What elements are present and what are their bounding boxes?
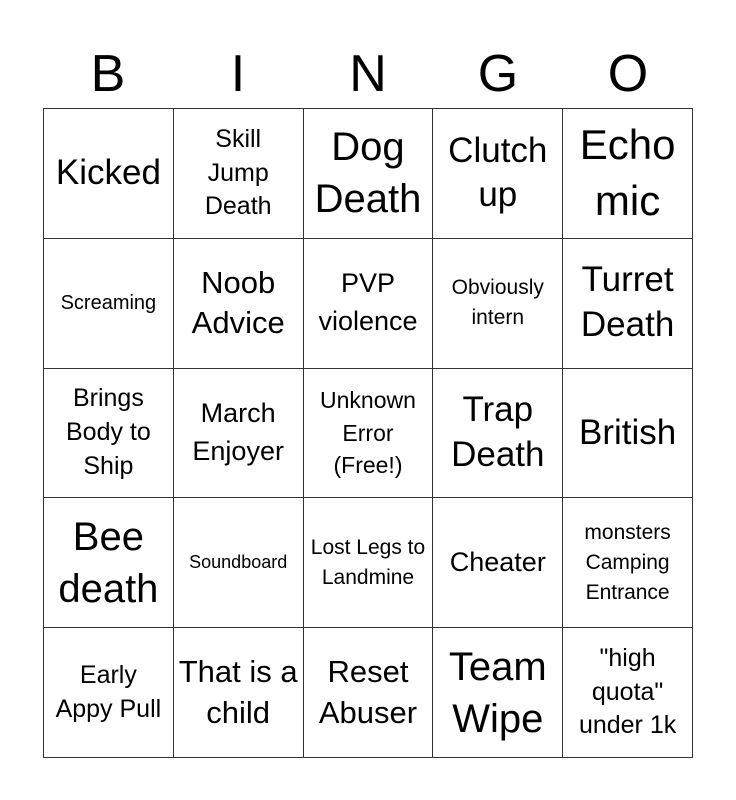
cell-label: Bee death <box>58 514 159 611</box>
cell-label: Team Wipe <box>448 644 547 741</box>
cell-label: Brings Body to Ship <box>66 384 151 480</box>
cell-label: Soundboard <box>189 552 288 573</box>
cell-label: Lost Legs to Landmine <box>310 535 426 589</box>
cell-label: British <box>578 412 677 452</box>
bingo-cell[interactable] <box>44 628 174 758</box>
bingo-cell[interactable] <box>174 628 304 758</box>
header-letter-n: N <box>349 45 387 103</box>
cell-label: Early Appy Pull <box>55 660 162 723</box>
cell-label: Clutch up <box>448 130 548 215</box>
cell-label: Screaming <box>60 291 157 314</box>
bingo-cell[interactable] <box>44 498 174 628</box>
bingo-cell[interactable] <box>563 628 693 758</box>
cell-label: Unknown Error (Free!) <box>320 387 416 479</box>
cell-label: Skill Jump Death <box>204 124 272 221</box>
bingo-cell[interactable] <box>304 369 434 499</box>
bingo-cell[interactable] <box>304 628 434 758</box>
cell-label: "high quota" under 1k <box>578 643 677 740</box>
bingo-cell[interactable] <box>174 109 304 239</box>
header-letter-o: O <box>607 45 649 103</box>
bingo-cell[interactable] <box>174 239 304 369</box>
bingo-cell[interactable] <box>174 498 304 628</box>
bingo-cell[interactable] <box>433 369 563 499</box>
header-letter-g: G <box>477 45 519 103</box>
bingo-cell[interactable] <box>433 498 563 628</box>
cell-label: Echo mic <box>579 120 676 225</box>
bingo-cell[interactable] <box>304 239 434 369</box>
bingo-cell[interactable] <box>433 628 563 758</box>
cell-label: Turret Death <box>580 260 675 345</box>
header-letter-b: B <box>90 45 126 103</box>
cell-label: That is a child <box>178 654 298 730</box>
bingo-cell[interactable] <box>174 369 304 499</box>
cell-label: March Enjoyer <box>192 398 284 466</box>
bingo-cell[interactable] <box>563 369 693 499</box>
bingo-cell[interactable] <box>563 109 693 239</box>
bingo-cell[interactable] <box>304 109 434 239</box>
header-letter-i: I <box>230 45 246 103</box>
cell-label: monsters Camping Entrance <box>584 521 671 604</box>
cell-label: Cheater <box>449 546 546 577</box>
bingo-cell[interactable] <box>44 109 174 239</box>
bingo-cell[interactable] <box>433 239 563 369</box>
cell-label: Reset Abuser <box>318 654 418 730</box>
bingo-board <box>43 108 693 758</box>
bingo-cell[interactable] <box>44 369 174 499</box>
cell-label: Kicked <box>55 153 161 192</box>
bingo-header <box>43 40 693 108</box>
bingo-cell[interactable] <box>304 498 434 628</box>
cell-label: Dog Death <box>314 125 422 222</box>
cell-label: Obviously intern <box>451 276 544 330</box>
bingo-cell[interactable] <box>433 109 563 239</box>
cell-label: Trap Death <box>451 390 545 474</box>
bingo-cell[interactable] <box>44 239 174 369</box>
cell-label: Noob Advice <box>191 264 285 341</box>
cell-label: PVP violence <box>318 268 418 337</box>
bingo-cell[interactable] <box>563 239 693 369</box>
bingo-cell[interactable] <box>563 498 693 628</box>
